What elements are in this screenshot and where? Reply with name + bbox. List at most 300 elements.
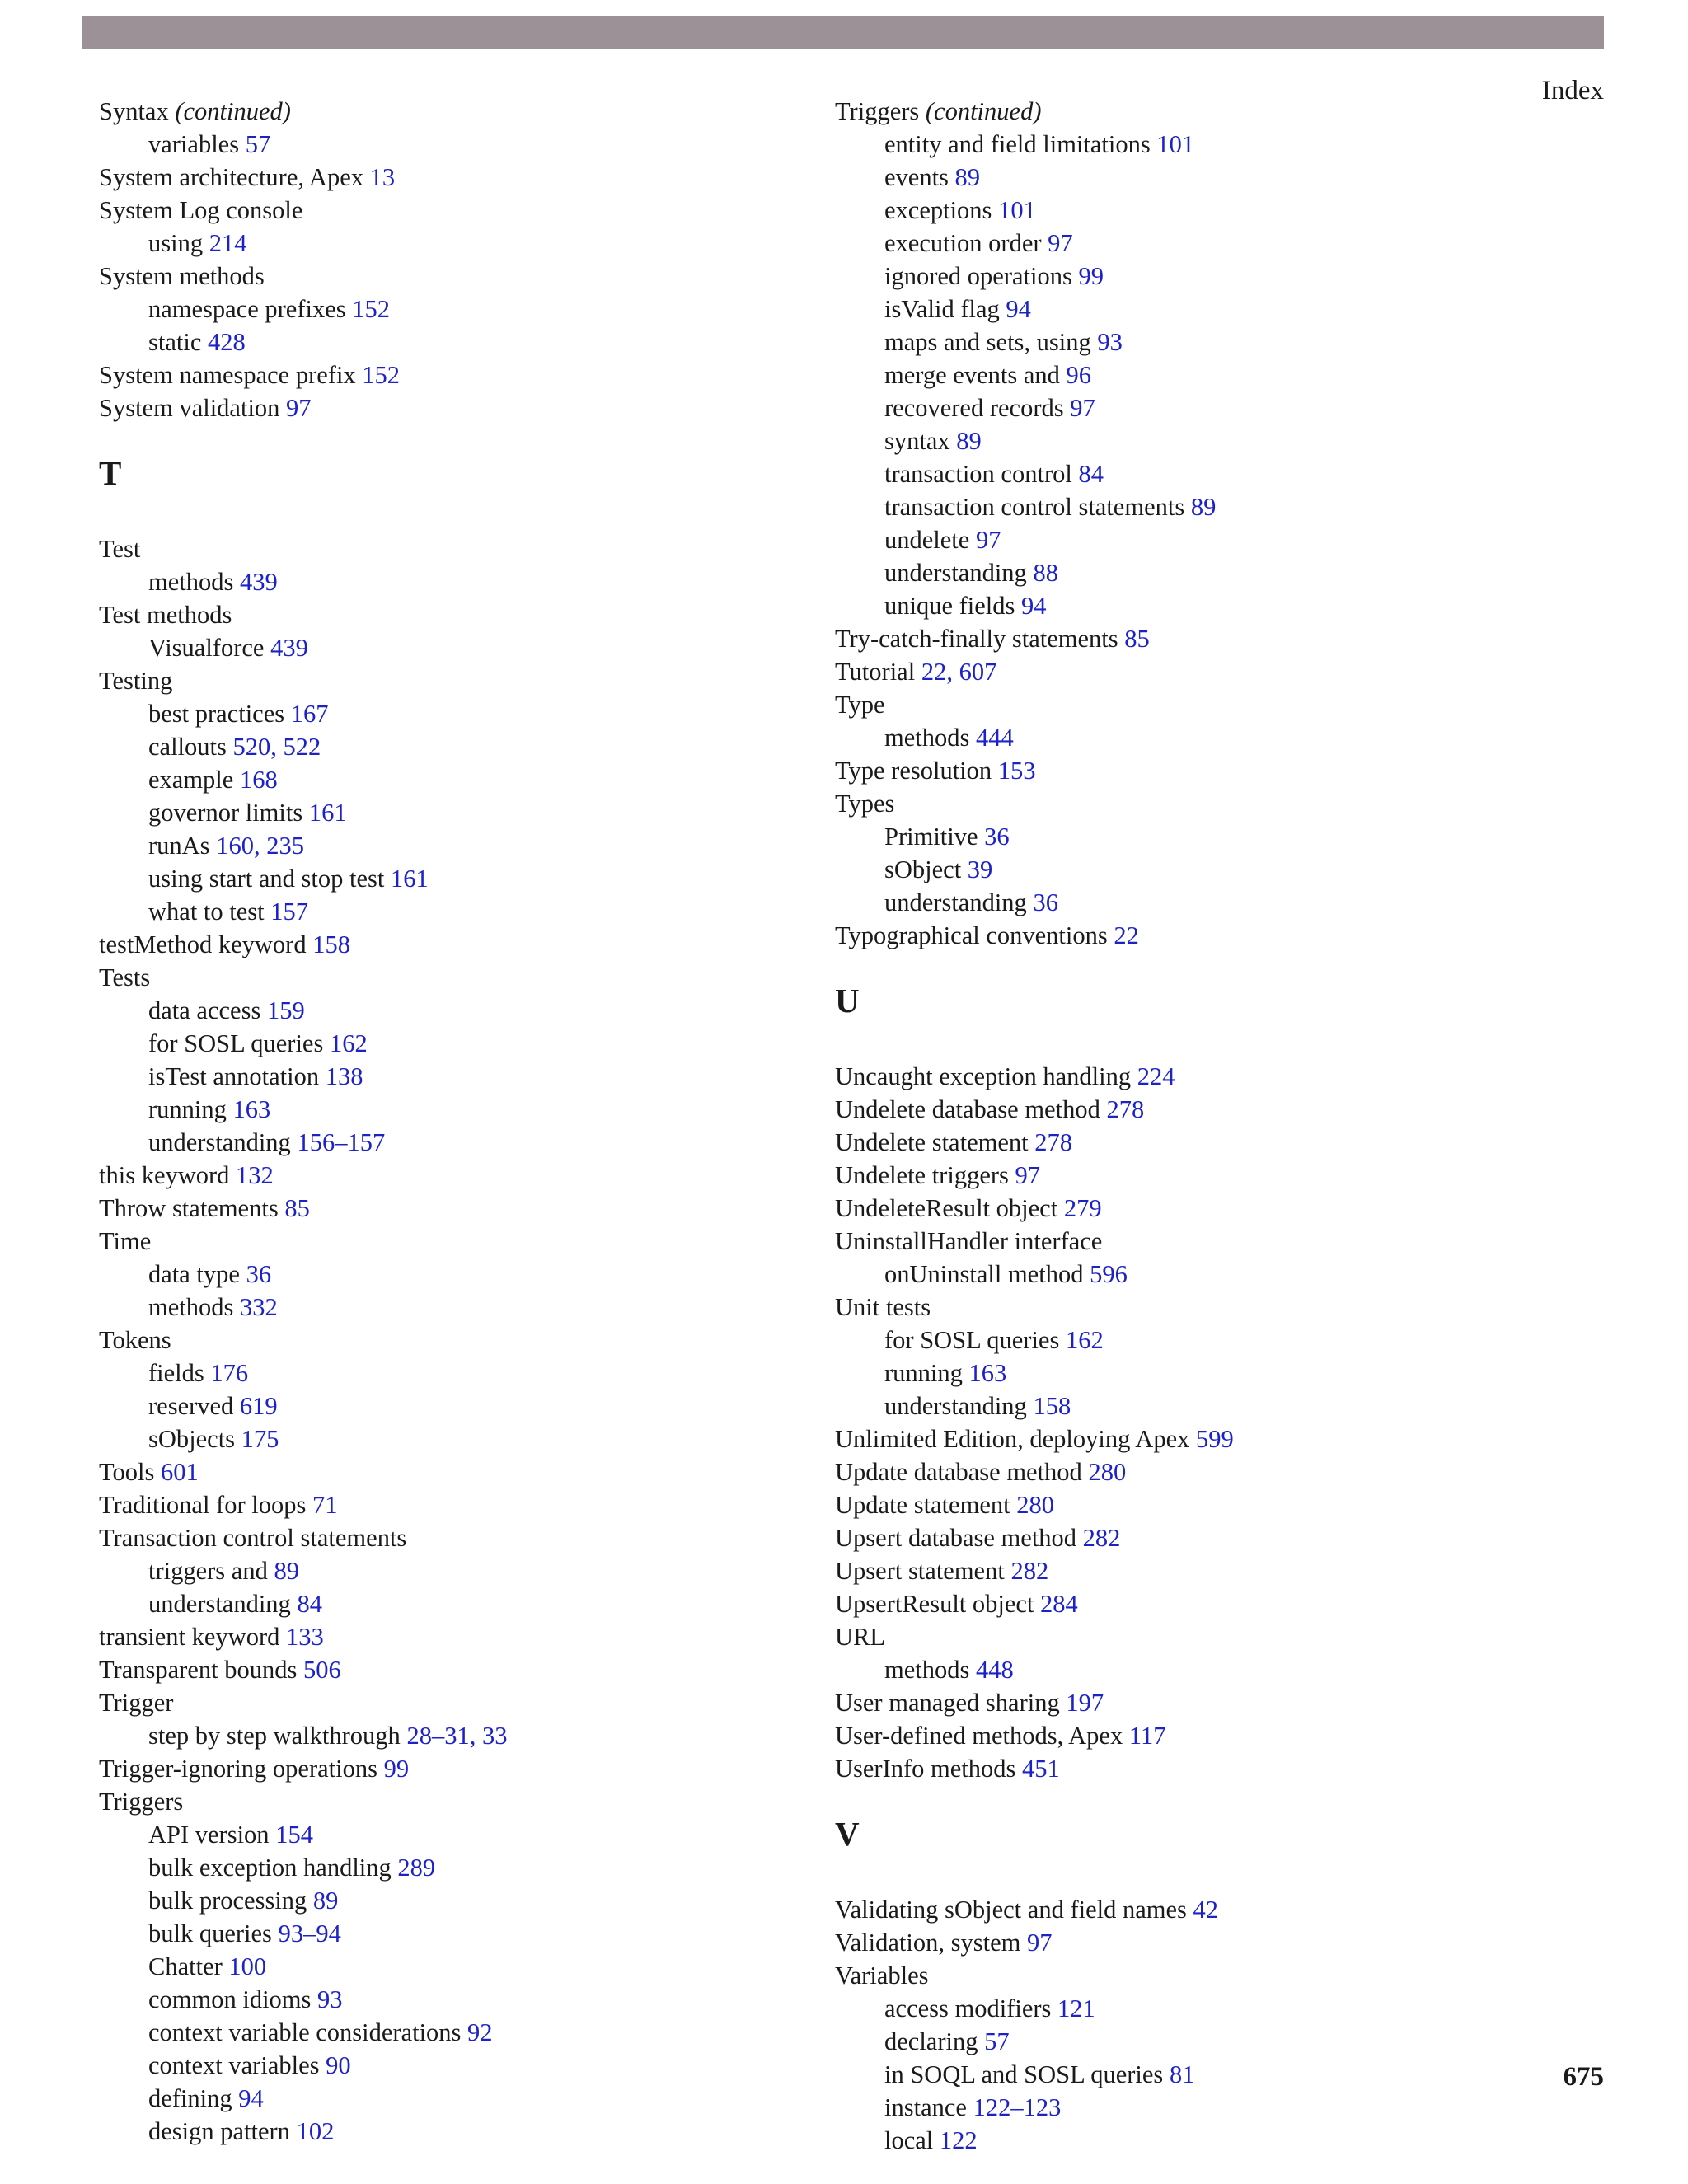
index-term: reserved — [148, 1392, 234, 1420]
index-subentry — [99, 697, 824, 730]
page-reference-link[interactable]: 282 — [1010, 1557, 1049, 1585]
index-term: Triggers — [835, 97, 920, 125]
page-reference-link[interactable]: 176 — [210, 1359, 249, 1387]
index-subentry — [99, 1884, 824, 1917]
index-term: understanding — [148, 1590, 291, 1618]
index-entry — [835, 655, 1560, 688]
page-reference-link[interactable]: 121 — [1057, 1994, 1095, 2022]
index-term: running — [148, 1095, 227, 1123]
index-entry — [99, 1225, 824, 1258]
page-reference-link[interactable]: 448 — [975, 1656, 1014, 1684]
index-subentry — [835, 457, 1560, 490]
index-subentry — [99, 1027, 824, 1060]
page-reference-link[interactable]: 122 — [939, 2126, 978, 2154]
index-term: Trigger — [99, 1689, 174, 1717]
page-reference-link[interactable]: 89 — [274, 1557, 299, 1585]
page-reference-link[interactable]: 224 — [1137, 1062, 1175, 1090]
page-reference-link[interactable]: 97 — [1070, 394, 1095, 422]
page-reference-link[interactable]: 99 — [383, 1755, 410, 1783]
index-subentry — [99, 994, 824, 1027]
index-subentry — [835, 721, 1560, 754]
index-entry — [835, 787, 1560, 820]
index-entry — [835, 1093, 1560, 1126]
page-reference-link[interactable]: 214 — [209, 229, 247, 257]
index-term: methods — [148, 568, 234, 596]
index-entry — [99, 1686, 824, 1719]
page-number: 675 — [1563, 2062, 1604, 2092]
index-subentry — [99, 1422, 824, 1455]
index-term: transaction control statements — [884, 493, 1185, 521]
index-subentry — [99, 1983, 824, 2016]
page-reference-link[interactable]: 161 — [390, 865, 429, 893]
index-term: for SOSL queries — [884, 1326, 1060, 1354]
page-reference-link[interactable]: 22 — [1114, 921, 1139, 949]
page-reference-link[interactable]: 161 — [308, 799, 347, 827]
index-term: running — [884, 1359, 963, 1387]
page-reference-link[interactable]: 168 — [239, 766, 278, 794]
index-term: data type — [148, 1260, 240, 1288]
index-column-right — [835, 95, 1560, 2157]
page-reference-link[interactable]: 42 — [1193, 1896, 1219, 1924]
page-reference-link[interactable]: 84 — [297, 1590, 322, 1618]
page-reference-link[interactable]: 439 — [270, 634, 308, 662]
page-reference-link[interactable]: 101 — [998, 196, 1036, 224]
index-term: undelete — [884, 526, 970, 554]
index-subentry — [99, 2115, 824, 2148]
index-subentry — [835, 391, 1560, 424]
index-letter-heading-u: U — [835, 982, 860, 1019]
index-subentry — [99, 763, 824, 796]
page-reference-link[interactable]: 280 — [1088, 1458, 1127, 1486]
index-term: Upsert database method — [835, 1524, 1077, 1552]
continued-label: (continued) — [175, 97, 291, 125]
index-term: Testing — [99, 667, 173, 695]
index-subentry — [835, 523, 1560, 556]
index-term: execution order — [884, 229, 1042, 257]
index-subentry — [835, 589, 1560, 622]
index-term: Undelete triggers — [835, 1161, 1009, 1189]
running-header-section: Index — [1541, 76, 1604, 105]
index-entry — [835, 1521, 1560, 1554]
page-reference-link[interactable]: 520, 522 — [232, 733, 321, 761]
index-subentry — [835, 1357, 1560, 1390]
page-reference-link[interactable]: 89 — [954, 163, 981, 191]
index-subentry — [99, 227, 824, 260]
index-subentry — [835, 326, 1560, 359]
page-reference-link[interactable]: 197 — [1066, 1689, 1104, 1717]
index-subentry — [99, 1554, 824, 1587]
page-reference-link[interactable]: 451 — [1022, 1755, 1060, 1783]
page-reference-link[interactable]: 132 — [236, 1161, 274, 1189]
page-reference-link[interactable]: 102 — [296, 2117, 335, 2145]
index-term: callouts — [148, 733, 227, 761]
index-term: transient keyword — [99, 1623, 280, 1651]
index-term: this keyword — [99, 1161, 230, 1189]
page-reference-link[interactable]: 282 — [1082, 1524, 1121, 1552]
index-subentry — [99, 1587, 824, 1620]
index-term: System Log console — [99, 196, 303, 224]
index-term: bulk processing — [148, 1886, 307, 1915]
index-term: understanding — [884, 559, 1027, 587]
index-term: Throw statements — [99, 1194, 279, 1222]
index-entry — [835, 1291, 1560, 1324]
page-reference-link[interactable]: 167 — [290, 700, 329, 728]
page-reference-link[interactable]: 88 — [1033, 559, 1058, 587]
page-reference-link[interactable]: 278 — [1106, 1095, 1145, 1123]
page-reference-link[interactable]: 96 — [1066, 361, 1091, 389]
index-subentry — [99, 1917, 824, 1950]
index-entry — [99, 1752, 824, 1785]
index-term: in SOQL and SOSL queries — [884, 2060, 1164, 2088]
index-term: merge events and — [884, 361, 1060, 389]
index-term: defining — [148, 2084, 232, 2112]
page-reference-link[interactable]: 99 — [1078, 262, 1104, 290]
page-reference-link[interactable]: 506 — [302, 1656, 341, 1684]
index-subentry — [99, 1258, 824, 1291]
index-entry — [99, 1192, 824, 1225]
index-entry — [835, 1488, 1560, 1521]
index-subentry — [835, 1992, 1560, 2025]
index-subentry — [99, 293, 824, 326]
index-term: step by step walkthrough — [148, 1722, 401, 1750]
index-subentry — [835, 293, 1560, 326]
index-entry — [99, 359, 824, 391]
index-subentry — [99, 1818, 824, 1851]
index-entry — [835, 1554, 1560, 1587]
page-reference-link[interactable]: 158 — [312, 930, 350, 958]
index-entry — [99, 1455, 824, 1488]
page-reference-link[interactable]: 89 — [956, 427, 982, 455]
index-term: Test methods — [99, 601, 232, 629]
index-term: isTest annotation — [148, 1062, 320, 1090]
page-reference-link[interactable]: 163 — [968, 1359, 1007, 1387]
index-subentry — [835, 853, 1560, 886]
index-term: example — [148, 766, 234, 794]
index-term: understanding — [148, 1128, 291, 1156]
index-subentry — [99, 1851, 824, 1884]
index-entry — [835, 688, 1560, 721]
index-entry — [835, 1225, 1560, 1258]
index-term: governor limits — [148, 799, 303, 827]
index-term: sObjects — [148, 1425, 236, 1453]
page-reference-link[interactable]: 601 — [160, 1458, 199, 1486]
index-term: variables — [148, 130, 240, 158]
index-entry — [835, 1686, 1560, 1719]
index-entry — [99, 260, 824, 293]
page-reference-link[interactable]: 279 — [1063, 1194, 1102, 1222]
index-term: bulk exception handling — [148, 1854, 392, 1882]
index-term: Tests — [99, 963, 151, 991]
page-reference-link[interactable]: 71 — [312, 1491, 338, 1519]
page-reference-link[interactable]: 175 — [241, 1425, 279, 1453]
page-reference-link[interactable]: 162 — [1065, 1326, 1104, 1354]
page-reference-link[interactable]: 154 — [275, 1821, 313, 1849]
index-entry — [99, 194, 824, 227]
page-reference-link[interactable]: 97 — [975, 526, 1001, 554]
page-reference-link[interactable]: 439 — [239, 568, 278, 596]
index-term: Trigger-ignoring operations — [99, 1755, 377, 1783]
index-term: transaction control — [884, 460, 1072, 488]
page-reference-link[interactable]: 93 — [1097, 328, 1123, 356]
index-term: Syntax — [99, 97, 169, 125]
page-reference-link[interactable]: 97 — [1048, 229, 1073, 257]
index-term: isValid flag — [884, 295, 1000, 323]
index-term: Type — [835, 691, 885, 719]
index-term: onUninstall method — [884, 1260, 1084, 1288]
index-term: context variables — [148, 2051, 320, 2079]
index-term: using — [148, 229, 204, 257]
index-subentry — [99, 128, 824, 161]
index-entry — [99, 1488, 824, 1521]
continued-label: (continued) — [925, 97, 1042, 125]
index-entry — [835, 1926, 1560, 1959]
index-entry — [835, 754, 1560, 787]
index-subentry — [99, 1390, 824, 1422]
index-term: understanding — [884, 888, 1027, 916]
index-term: Triggers — [99, 1788, 184, 1816]
index-term: methods — [884, 724, 970, 752]
index-term: unique fields — [884, 592, 1015, 620]
index-letter-heading-v: V — [835, 1815, 860, 1853]
index-entry — [835, 1719, 1560, 1752]
index-subentry — [99, 1126, 824, 1159]
index-subentry — [99, 2082, 824, 2115]
index-term: sObject — [884, 855, 962, 883]
index-subentry — [835, 1390, 1560, 1422]
index-subentry — [99, 796, 824, 829]
page-reference-link[interactable]: 81 — [1169, 2060, 1195, 2088]
index-term: declaring — [884, 2027, 978, 2055]
page-reference-link[interactable]: 100 — [228, 1952, 267, 1980]
index-term: Tokens — [99, 1326, 171, 1354]
index-term: System validation — [99, 394, 280, 422]
page-reference-link[interactable]: 599 — [1195, 1425, 1234, 1453]
index-term: local — [884, 2126, 934, 2154]
index-subentry — [99, 2049, 824, 2082]
index-term: static — [148, 328, 202, 356]
index-subentry — [99, 326, 824, 359]
index-subentry — [835, 260, 1560, 293]
index-term: triggers and — [148, 1557, 268, 1585]
page-reference-link[interactable]: 133 — [286, 1623, 324, 1651]
page-reference-link[interactable]: 97 — [1026, 1929, 1053, 1957]
index-subentry — [99, 1093, 824, 1126]
page-reference-link[interactable]: 158 — [1033, 1392, 1071, 1420]
page-reference-link[interactable]: 163 — [232, 1095, 271, 1123]
page-reference-link[interactable]: 157 — [270, 898, 308, 926]
page-reference-link[interactable]: 138 — [325, 1062, 363, 1090]
index-subentry — [835, 161, 1560, 194]
page-reference-link[interactable]: 39 — [967, 855, 993, 883]
page-reference-link[interactable]: 97 — [286, 394, 312, 422]
index-term: Unlimited Edition, deploying Apex — [835, 1425, 1190, 1453]
page-reference-link[interactable]: 94 — [238, 2084, 264, 2112]
index-term: Variables — [835, 1961, 929, 1990]
index-term: UserInfo methods — [835, 1755, 1016, 1783]
index-entry — [99, 391, 824, 424]
index-term: Typographical conventions — [835, 921, 1108, 949]
page-reference-link[interactable]: 153 — [997, 757, 1036, 785]
page-reference-link[interactable]: 156–157 — [297, 1128, 386, 1156]
index-entry — [99, 1653, 824, 1686]
index-term: Tools — [99, 1458, 155, 1486]
index-subentry — [835, 2058, 1560, 2091]
index-term: best practices — [148, 700, 285, 728]
page-reference-link[interactable]: 89 — [312, 1886, 339, 1915]
index-term: using start and stop test — [148, 865, 385, 893]
index-term: exceptions — [884, 196, 992, 224]
index-subentry — [835, 490, 1560, 523]
index-term: ignored operations — [884, 262, 1072, 290]
index-term: Visualforce — [148, 634, 265, 662]
page-reference-link[interactable]: 152 — [362, 361, 401, 389]
index-subentry — [99, 829, 824, 862]
index-term: API version — [148, 1821, 270, 1849]
index-term: Undelete statement — [835, 1128, 1029, 1156]
page-reference-link[interactable]: 289 — [397, 1854, 436, 1882]
index-term: Undelete database method — [835, 1095, 1100, 1123]
index-entry — [835, 1455, 1560, 1488]
page-reference-link[interactable]: 85 — [1124, 625, 1150, 653]
index-column-left — [99, 95, 824, 2148]
page-reference-link[interactable]: 22, 607 — [921, 658, 997, 686]
index-term: Update database method — [835, 1458, 1082, 1486]
index-term: UninstallHandler interface — [835, 1227, 1103, 1255]
index-subentry — [99, 2016, 824, 2049]
index-subentry — [835, 2025, 1560, 2058]
page-reference-link[interactable]: 152 — [352, 295, 391, 323]
page-reference-link[interactable]: 36 — [246, 1260, 272, 1288]
index-subentry — [835, 227, 1560, 260]
index-subentry — [99, 631, 824, 664]
page-reference-link[interactable]: 36 — [984, 823, 1010, 851]
index-subentry — [99, 1357, 824, 1390]
index-entry — [99, 532, 824, 565]
page-reference-link[interactable]: 84 — [1078, 460, 1104, 488]
page-reference-link[interactable]: 160, 235 — [216, 832, 304, 860]
index-term: understanding — [884, 1392, 1027, 1420]
index-entry — [835, 1752, 1560, 1785]
page-reference-link[interactable]: 332 — [239, 1293, 278, 1321]
page-reference-link[interactable]: 85 — [284, 1194, 310, 1222]
index-entry — [99, 1324, 824, 1357]
index-subentry — [835, 2124, 1560, 2157]
page-reference-link[interactable]: 122–123 — [973, 2093, 1062, 2121]
index-term: UpsertResult object — [835, 1590, 1034, 1618]
index-term: Time — [99, 1227, 152, 1255]
index-term: recovered records — [884, 394, 1064, 422]
index-term: System namespace prefix — [99, 361, 356, 389]
page-reference-link[interactable]: 284 — [1040, 1590, 1078, 1618]
index-term: data access — [148, 996, 261, 1024]
index-term: URL — [835, 1623, 885, 1651]
index-term: Uncaught exception handling — [835, 1062, 1132, 1090]
index-entry — [835, 1587, 1560, 1620]
index-term: methods — [148, 1293, 234, 1321]
index-term: Upsert statement — [835, 1557, 1005, 1585]
index-entry — [99, 1785, 824, 1818]
page-reference-link[interactable]: 619 — [239, 1392, 278, 1420]
page-reference-link[interactable]: 280 — [1016, 1491, 1054, 1519]
page-reference-link[interactable]: 89 — [1190, 493, 1217, 521]
page-reference-link[interactable]: 162 — [329, 1029, 368, 1057]
index-subentry — [99, 895, 824, 928]
index-entry — [99, 95, 824, 128]
page-reference-link[interactable]: 97 — [1015, 1161, 1041, 1189]
page-reference-link[interactable]: 93 — [317, 1985, 343, 2013]
index-term: what to test — [148, 898, 265, 926]
index-subentry — [835, 424, 1560, 457]
index-term: access modifiers — [884, 1994, 1052, 2022]
page-reference-link[interactable]: 101 — [1156, 130, 1195, 158]
index-term: methods — [884, 1656, 970, 1684]
index-subentry — [835, 194, 1560, 227]
page-reference-link[interactable]: 428 — [208, 328, 246, 356]
index-entry — [99, 1521, 824, 1554]
header-bar — [82, 16, 1604, 49]
index-term: UndeleteResult object — [835, 1194, 1058, 1222]
index-term: instance — [884, 2093, 967, 2121]
index-subentry — [835, 1324, 1560, 1357]
index-entry — [835, 1893, 1560, 1926]
index-entry — [835, 95, 1560, 128]
index-entry — [99, 161, 824, 194]
index-term: testMethod keyword — [99, 930, 307, 958]
page-reference-link[interactable]: 278 — [1034, 1128, 1072, 1156]
index-entry — [835, 622, 1560, 655]
page-reference-link[interactable]: 444 — [975, 724, 1014, 752]
index-subentry — [99, 1291, 824, 1324]
index-term: Tutorial — [835, 658, 916, 686]
index-term: bulk queries — [148, 1919, 272, 1947]
page-reference-link[interactable]: 13 — [369, 163, 396, 191]
page-reference-link[interactable]: 117 — [1128, 1722, 1166, 1750]
page-reference-link[interactable]: 94 — [1006, 295, 1031, 323]
index-subentry — [835, 1653, 1560, 1686]
page-reference-link[interactable]: 28–31, 33 — [406, 1722, 508, 1750]
index-term: entity and field limitations — [884, 130, 1151, 158]
page-reference-link[interactable]: 93–94 — [278, 1919, 341, 1947]
page-reference-link[interactable]: 94 — [1021, 592, 1047, 620]
page-reference-link[interactable]: 92 — [467, 2018, 493, 2046]
index-term: Transparent bounds — [99, 1656, 298, 1684]
page-reference-link[interactable]: 57 — [245, 130, 271, 158]
index-entry — [835, 1060, 1560, 1093]
index-term: maps and sets, using — [884, 328, 1091, 356]
page-reference-link[interactable]: 57 — [984, 2027, 1010, 2055]
index-term: context variable considerations — [148, 2018, 462, 2046]
index-subentry — [99, 730, 824, 763]
index-entry — [835, 919, 1560, 952]
page-reference-link[interactable]: 596 — [1090, 1260, 1128, 1288]
index-entry — [99, 961, 824, 994]
index-term: Unit tests — [835, 1293, 931, 1321]
index-term: events — [884, 163, 949, 191]
page-reference-link[interactable]: 90 — [326, 2051, 351, 2079]
index-term: design pattern — [148, 2117, 290, 2145]
index-subentry — [99, 862, 824, 895]
index-term: common idioms — [148, 1985, 312, 2013]
index-subentry — [835, 556, 1560, 589]
index-entry — [99, 928, 824, 961]
index-subentry — [99, 1950, 824, 1983]
index-term: Chatter — [148, 1952, 223, 1980]
index-entry — [99, 1620, 824, 1653]
page-reference-link[interactable]: 159 — [266, 996, 305, 1024]
index-subentry — [99, 565, 824, 598]
page-reference-link[interactable]: 36 — [1033, 888, 1058, 916]
index-entry — [835, 1422, 1560, 1455]
